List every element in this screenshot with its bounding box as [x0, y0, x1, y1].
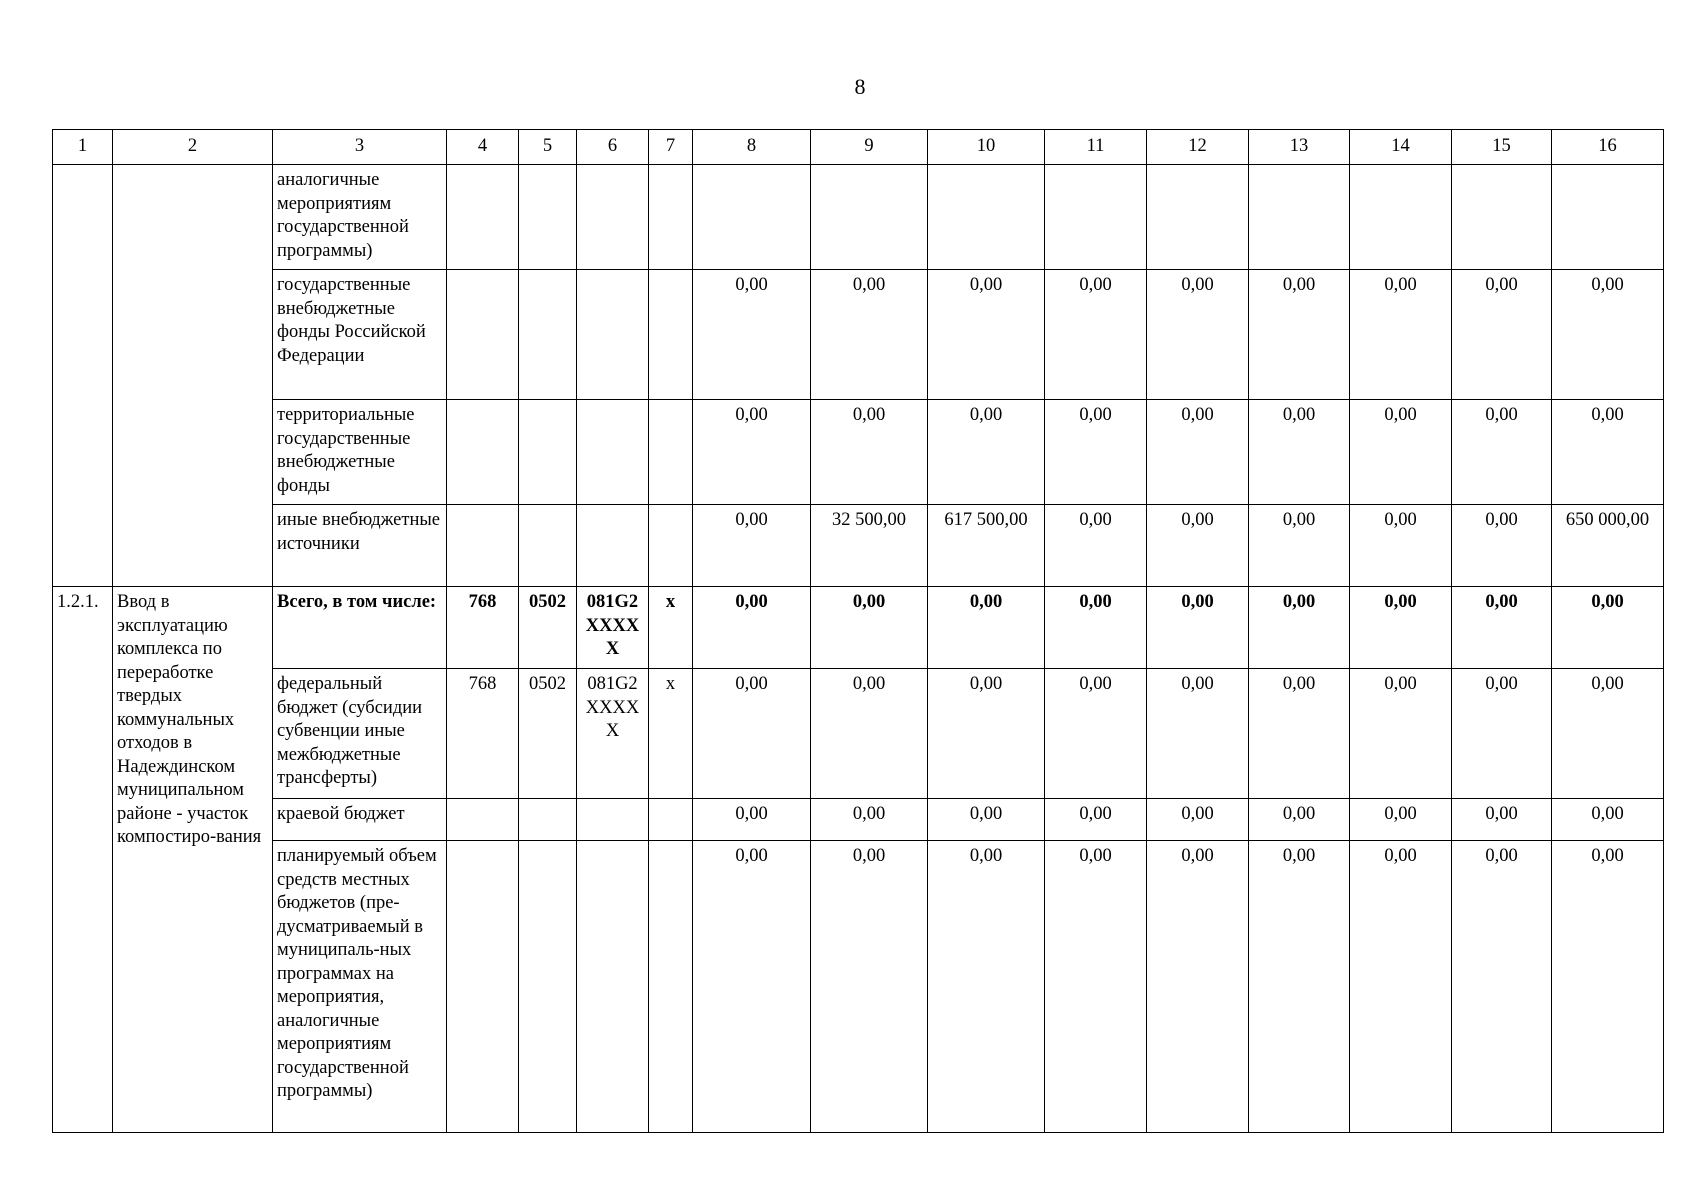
value-cell: 0,00 — [693, 505, 811, 587]
value-cell: 0,00 — [1045, 400, 1147, 505]
value-cell: 0,00 — [1045, 270, 1147, 400]
code-7-cell — [649, 165, 693, 270]
value-cell: 650 000,00 — [1552, 505, 1664, 587]
item-section — [53, 587, 1664, 1133]
code-7-cell — [649, 505, 693, 587]
code-5-cell — [519, 400, 577, 505]
value-cell: 0,00 — [1552, 400, 1664, 505]
code-4-cell — [447, 400, 519, 505]
item-number-cell: 1.2.1. — [53, 587, 113, 1133]
value-cell: 0,00 — [1452, 270, 1552, 400]
code-5-cell — [519, 505, 577, 587]
table-row — [53, 505, 1664, 587]
value-cell: 0,00 — [1452, 505, 1552, 587]
value-cell: 0,00 — [1249, 841, 1350, 1133]
value-cell — [1350, 165, 1452, 270]
value-cell: 0,00 — [811, 669, 928, 799]
table-row — [53, 587, 1664, 669]
value-cell — [1452, 165, 1552, 270]
value-cell: 0,00 — [1552, 841, 1664, 1133]
value-cell: 0,00 — [1552, 669, 1664, 799]
value-cell: 0,00 — [1147, 587, 1249, 669]
table-row — [53, 669, 1664, 799]
value-cell: 0,00 — [1350, 587, 1452, 669]
value-cell: 32 500,00 — [811, 505, 928, 587]
code-7-cell — [649, 799, 693, 841]
code-6-cell — [577, 505, 649, 587]
label-cell: краевой бюджет — [273, 799, 447, 841]
label-cell: территориальные государственные внебюджетные фонды — [273, 400, 447, 505]
value-cell: 0,00 — [1552, 799, 1664, 841]
header-cell: 7 — [649, 130, 693, 165]
code-5-cell — [519, 841, 577, 1133]
value-cell: 0,00 — [693, 400, 811, 505]
value-cell: 0,00 — [1350, 799, 1452, 841]
header-cell: 14 — [1350, 130, 1452, 165]
value-cell: 617 500,00 — [928, 505, 1045, 587]
table-row — [53, 841, 1664, 1133]
header-cell: 6 — [577, 130, 649, 165]
code-5-cell — [519, 165, 577, 270]
page-number: 8 — [854, 74, 866, 99]
header-cell: 11 — [1045, 130, 1147, 165]
value-cell: 0,00 — [1045, 841, 1147, 1133]
value-cell: 0,00 — [1552, 587, 1664, 669]
item-title-cell: Ввод в эксплуатацию комплекса по переработке твердых коммунальных отходов в Надеждинском муниципальном районе - участок компостиро-вания — [113, 587, 273, 1133]
value-cell: 0,00 — [1452, 669, 1552, 799]
value-cell: 0,00 — [811, 400, 928, 505]
header-cell: 8 — [693, 130, 811, 165]
value-cell: 0,00 — [811, 587, 928, 669]
code-4-cell — [447, 165, 519, 270]
value-cell: 0,00 — [1350, 400, 1452, 505]
value-cell: 0,00 — [693, 841, 811, 1133]
value-cell: 0,00 — [693, 669, 811, 799]
code-6-cell — [577, 270, 649, 400]
code-7-cell: x — [649, 669, 693, 799]
value-cell: 0,00 — [1147, 799, 1249, 841]
value-cell: 0,00 — [928, 270, 1045, 400]
code-6-cell — [577, 841, 649, 1133]
number-cell-empty — [53, 165, 113, 587]
code-4-cell: 768 — [447, 587, 519, 669]
code-4-cell: 768 — [447, 669, 519, 799]
table-row — [53, 270, 1664, 400]
value-cell: 0,00 — [1045, 505, 1147, 587]
value-cell: 0,00 — [693, 587, 811, 669]
value-cell: 0,00 — [1045, 799, 1147, 841]
value-cell: 0,00 — [1147, 505, 1249, 587]
value-cell: 0,00 — [1147, 669, 1249, 799]
value-cell: 0,00 — [928, 400, 1045, 505]
value-cell: 0,00 — [1249, 505, 1350, 587]
value-cell: 0,00 — [693, 270, 811, 400]
code-4-cell — [447, 841, 519, 1133]
header-cell: 9 — [811, 130, 928, 165]
value-cell — [1045, 165, 1147, 270]
value-cell: 0,00 — [693, 799, 811, 841]
value-cell: 0,00 — [928, 587, 1045, 669]
value-cell — [811, 165, 928, 270]
value-cell: 0,00 — [1350, 270, 1452, 400]
header-cell: 3 — [273, 130, 447, 165]
value-cell — [928, 165, 1045, 270]
value-cell: 0,00 — [928, 669, 1045, 799]
code-6-cell — [577, 400, 649, 505]
code-6-cell: 081G2XXXXX — [577, 669, 649, 799]
value-cell: 0,00 — [1452, 400, 1552, 505]
value-cell: 0,00 — [1249, 669, 1350, 799]
value-cell: 0,00 — [1147, 841, 1249, 1133]
label-cell: иные внебюджетные источники — [273, 505, 447, 587]
code-5-cell — [519, 270, 577, 400]
value-cell: 0,00 — [1249, 270, 1350, 400]
continued-section — [53, 165, 1664, 587]
header-cell: 5 — [519, 130, 577, 165]
value-cell: 0,00 — [811, 270, 928, 400]
code-4-cell — [447, 505, 519, 587]
code-7-cell — [649, 400, 693, 505]
header-cell: 15 — [1452, 130, 1552, 165]
code-6-cell: 081G2XXXXX — [577, 587, 649, 669]
table-row — [53, 165, 1664, 270]
header-row — [53, 130, 1664, 165]
header-cell: 13 — [1249, 130, 1350, 165]
value-cell: 0,00 — [1452, 799, 1552, 841]
label-cell: аналогичные мероприятиям государственной программы) — [273, 165, 447, 270]
budget-table — [52, 129, 1664, 1133]
header-cell: 1 — [53, 130, 113, 165]
code-5-cell — [519, 799, 577, 841]
header-cell: 16 — [1552, 130, 1664, 165]
value-cell — [693, 165, 811, 270]
value-cell: 0,00 — [1147, 270, 1249, 400]
label-cell: федеральный бюджет (субсидии субвенции иные межбюджетные трансферты) — [273, 669, 447, 799]
label-cell: планируемый объем средств местных бюджетов (пре-дусматриваемый в муниципаль-ных программах на мероприятия, аналогичные мероприятиям государственной программы) — [273, 841, 447, 1133]
code-4-cell — [447, 270, 519, 400]
value-cell: 0,00 — [928, 799, 1045, 841]
header-cell: 4 — [447, 130, 519, 165]
header-cell: 10 — [928, 130, 1045, 165]
value-cell: 0,00 — [1045, 587, 1147, 669]
header-cell: 2 — [113, 130, 273, 165]
value-cell — [1147, 165, 1249, 270]
value-cell: 0,00 — [1350, 669, 1452, 799]
label-cell: государственные внебюджетные фонды Российской Федерации — [273, 270, 447, 400]
value-cell: 0,00 — [1147, 400, 1249, 505]
value-cell — [1552, 165, 1664, 270]
value-cell: 0,00 — [1552, 270, 1664, 400]
code-5-cell: 0502 — [519, 587, 577, 669]
value-cell: 0,00 — [1249, 400, 1350, 505]
value-cell: 0,00 — [811, 841, 928, 1133]
code-7-cell — [649, 270, 693, 400]
label-cell: Всего, в том числе: — [273, 587, 447, 669]
title-cell-empty — [113, 165, 273, 587]
value-cell: 0,00 — [1249, 587, 1350, 669]
code-5-cell: 0502 — [519, 669, 577, 799]
value-cell: 0,00 — [1350, 841, 1452, 1133]
value-cell: 0,00 — [811, 799, 928, 841]
code-7-cell: x — [649, 587, 693, 669]
value-cell: 0,00 — [1350, 505, 1452, 587]
code-6-cell — [577, 799, 649, 841]
value-cell: 0,00 — [1249, 799, 1350, 841]
value-cell: 0,00 — [1452, 841, 1552, 1133]
value-cell: 0,00 — [1452, 587, 1552, 669]
value-cell: 0,00 — [1045, 669, 1147, 799]
header-cell: 12 — [1147, 130, 1249, 165]
value-cell — [1249, 165, 1350, 270]
code-6-cell — [577, 165, 649, 270]
code-7-cell — [649, 841, 693, 1133]
table-row — [53, 400, 1664, 505]
table-row — [53, 799, 1664, 841]
code-4-cell — [447, 799, 519, 841]
value-cell: 0,00 — [928, 841, 1045, 1133]
